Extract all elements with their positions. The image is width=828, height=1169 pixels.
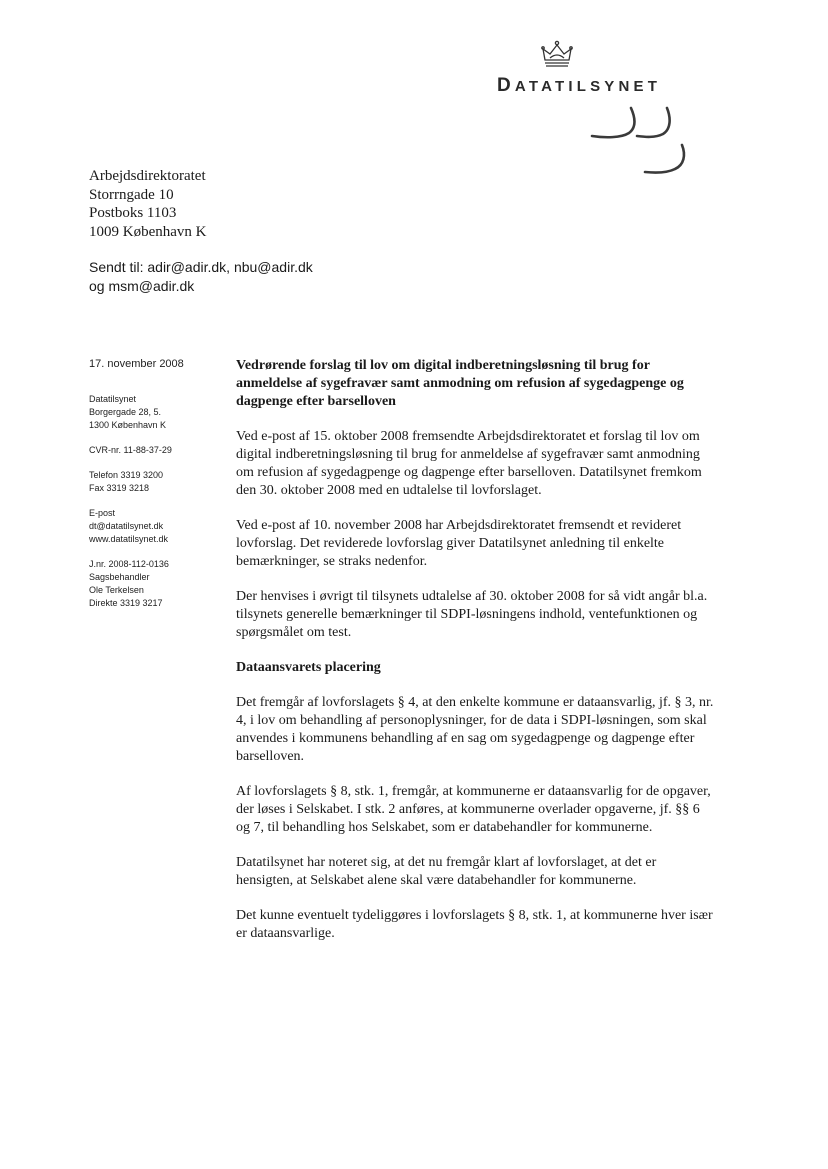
email-info xyxy=(89,507,229,546)
sender-info-sidebar xyxy=(89,358,229,622)
recipient-line: 1009 København K xyxy=(89,223,207,240)
website-address: www.datatilsynet.dk xyxy=(89,534,169,544)
case-handler-label: Sagsbehandler xyxy=(89,572,150,582)
letter-date: 17. november 2008 xyxy=(89,358,184,370)
recipient-line: Storrngade 10 xyxy=(89,186,174,203)
cvr-line: CVR-nr. 11-88-37-29 xyxy=(89,445,172,455)
sender-address-line: Borgergade 28, 5. xyxy=(89,407,162,417)
sent-to-line: og msm@adir.dk xyxy=(89,277,195,294)
sender-address-line: Datatilsynet xyxy=(89,394,137,404)
fax-line: Fax 3319 3218 xyxy=(89,483,150,493)
phone-info xyxy=(89,469,229,495)
letter-body xyxy=(236,357,716,960)
sent-to-block xyxy=(89,258,313,295)
body-paragraph: Ved e-post af 15. oktober 2008 fremsendte Arbejdsdirektoratet et forslag til lov om digital indberetningsløsning til brug for anmeldelse af sygefravær samt anmodning om refusion af sygedagpenge og dagpenge efter barselloven. Datatilsynet fremkom den 30. oktober 2008 med en udtalelse til lovforslaget. xyxy=(236,429,702,498)
case-handler-name: Ole Terkelsen xyxy=(89,585,144,595)
section-paragraph: Datatilsynet har noteret sig, at det nu fremgår klart af lovforslaget, at det er hensigten, at Selskabet alene skal være databehandler for kommunerne. xyxy=(236,855,657,888)
body-paragraph: Ved e-post af 10. november 2008 har Arbejdsdirektoratet fremsendt et revideret lovforslag. Det reviderede lovforslag giver Datatilsynet anledning til enkelte bemærkninger, se straks nedenfor. xyxy=(236,518,682,569)
sender-address xyxy=(89,393,229,432)
cvr-number xyxy=(89,444,229,457)
email-label: E-post xyxy=(89,508,116,518)
letter-subject: Vedrørende forslag til lov om digital indberetningsløsning til brug for anmeldelse af sygefravær samt anmodning om refusion af sygedagpenge og dagpenge efter barselloven xyxy=(236,358,684,409)
case-number: J.nr. 2008-112-0136 xyxy=(89,559,169,569)
organization-logo-text: DATATILSYNET xyxy=(497,75,662,96)
handwritten-mark xyxy=(585,105,695,185)
section-paragraph: Af lovforslagets § 8, stk. 1, fremgår, at kommunerne er dataansvarlig for de opgaver, der løses i Selskabet. I stk. 2 anføres, at kommunerne overlader opgaverne, jf. §§ 6 og 7, til behandling hos Selskabet, som er databehandler for kommunerne. xyxy=(236,784,711,835)
case-handler-phone: Direkte 3319 3217 xyxy=(89,598,163,608)
recipient-line: Postboks 1103 xyxy=(89,205,177,221)
sender-address-line: 1300 København K xyxy=(89,420,167,430)
phone-line: Telefon 3319 3200 xyxy=(89,470,164,480)
recipient-address xyxy=(89,167,206,241)
sent-to-line: Sendt til: adir@adir.dk, nbu@adir.dk xyxy=(89,259,313,275)
email-address: dt@datatilsynet.dk xyxy=(89,521,164,531)
crown-logo-icon xyxy=(540,40,574,70)
case-info xyxy=(89,558,229,610)
section-heading: Dataansvarets placering xyxy=(236,660,381,675)
recipient-line: Arbejdsdirektoratet xyxy=(89,168,206,184)
section-paragraph: Det fremgår af lovforslagets § 4, at den enkelte kommune er dataansvarlig, jf. § 3, nr. 4, i lov om behandling af personoplysninger, for de data i SDPI-løsningen, som skal anvendes i kommunens behandling af en sag om sygedagpenge og dagpenge efter barselloven. xyxy=(236,695,714,764)
body-paragraph: Der henvises i øvrigt til tilsynets udtalelse af 30. oktober 2008 for så vidt angår bl.a. tilsynets generelle bemærkninger til SDPI-løsningens indhold, ventefunktionen og spørgsmålet om test. xyxy=(236,589,708,640)
section-paragraph: Det kunne eventuelt tydeliggøres i lovforslagets § 8, stk. 1, at kommunerne hver især er dataansvarlige. xyxy=(236,908,713,941)
